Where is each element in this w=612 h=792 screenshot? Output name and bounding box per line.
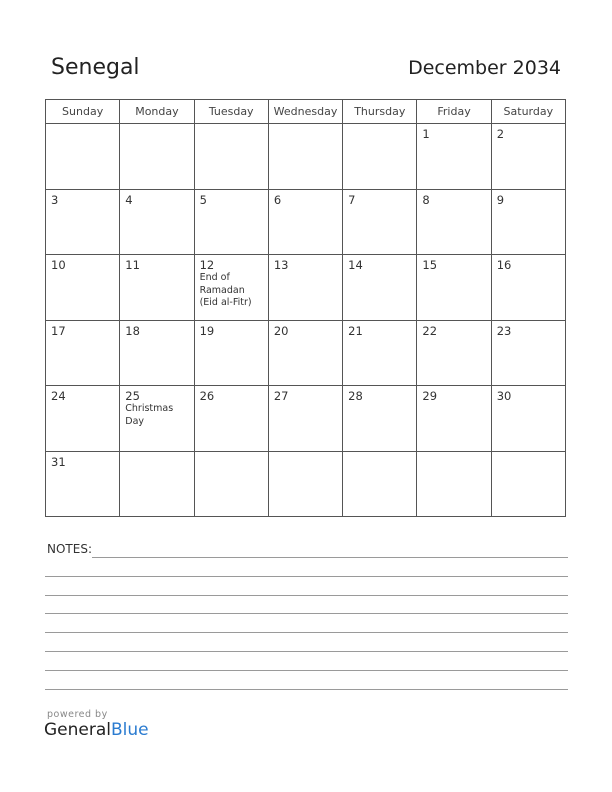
calendar-day-cell	[417, 255, 491, 321]
weekday-header: Tuesday	[194, 100, 268, 124]
day-number: 13	[273, 258, 289, 272]
calendar-week-row	[46, 124, 566, 190]
calendar-day-cell	[491, 320, 565, 386]
day-number: 25	[125, 389, 140, 403]
note-line	[45, 689, 568, 690]
weekday-header: Saturday	[491, 100, 565, 124]
calendar-empty-cell	[194, 124, 268, 190]
weekday-header: Thursday	[343, 100, 417, 124]
calendar-week-row	[46, 189, 566, 255]
brand-logo[interactable]	[44, 720, 149, 740]
calendar-day-cell	[491, 189, 565, 255]
day-number: 1	[422, 127, 430, 141]
calendar-day-cell	[120, 255, 194, 321]
weekday-header: Sunday	[46, 100, 120, 124]
holiday-label: Day	[125, 415, 145, 427]
calendar-week-row	[46, 451, 566, 517]
calendar-empty-cell	[120, 124, 194, 190]
day-number: 12	[199, 258, 215, 272]
calendar-body	[46, 124, 566, 517]
weekday-header-row	[46, 100, 566, 124]
calendar-week-row	[46, 386, 566, 452]
holiday-label: Ramadan	[199, 284, 245, 296]
note-line	[45, 632, 568, 633]
day-number: 8	[422, 192, 430, 207]
holiday-label: Christmas	[125, 403, 174, 414]
calendar-empty-cell	[343, 124, 417, 190]
day-number: 24	[51, 389, 66, 403]
notes-label: NOTES:	[47, 542, 92, 556]
note-line	[45, 613, 568, 614]
day-number: 10	[51, 258, 66, 272]
day-number: 18	[125, 323, 140, 338]
note-line	[45, 670, 568, 671]
calendar-day-cell	[491, 386, 565, 452]
day-number: 9	[496, 192, 505, 207]
calendar-day-cell	[417, 320, 491, 386]
calendar-week-row	[46, 255, 566, 321]
calendar-day-cell	[46, 255, 120, 321]
calendar-day-cell	[120, 386, 194, 452]
calendar-day-cell	[417, 189, 491, 255]
calendar-country-title: Senegal	[51, 55, 140, 80]
calendar-day-cell	[46, 386, 120, 452]
holiday-label: End of	[199, 272, 230, 283]
day-number: 26	[199, 389, 215, 403]
calendar-day-cell	[194, 255, 268, 321]
day-number: 31	[51, 454, 66, 469]
calendar-week-row	[46, 320, 566, 386]
calendar-day-cell	[194, 189, 268, 255]
calendar-empty-cell	[343, 451, 417, 517]
note-line	[45, 576, 568, 577]
calendar-day-cell	[343, 386, 417, 452]
holiday-label: (Eid al-Fitr)	[199, 297, 252, 308]
calendar-empty-cell	[194, 451, 268, 517]
calendar-day-cell	[417, 386, 491, 452]
calendar-day-cell	[343, 255, 417, 321]
weekday-header: Wednesday	[268, 100, 342, 124]
day-number: 27	[273, 389, 289, 403]
calendar-day-cell	[268, 255, 342, 321]
calendar-day-cell	[194, 386, 268, 452]
day-number: 4	[125, 192, 133, 207]
day-number: 28	[348, 389, 363, 403]
calendar-day-cell	[491, 124, 565, 190]
day-number: 23	[496, 323, 512, 338]
day-number: 16	[496, 258, 512, 272]
day-number: 6	[273, 192, 282, 207]
day-number: 29	[422, 389, 438, 403]
calendar-day-cell	[268, 320, 342, 386]
calendar-empty-cell	[120, 451, 194, 517]
day-number: 19	[199, 323, 215, 338]
calendar-day-cell	[46, 451, 120, 517]
calendar-day-cell	[268, 189, 342, 255]
day-number: 14	[348, 258, 363, 272]
calendar-empty-cell	[417, 451, 491, 517]
brand-general-text: General	[44, 720, 111, 740]
calendar-day-cell	[343, 320, 417, 386]
calendar-empty-cell	[268, 451, 342, 517]
day-number: 3	[51, 192, 59, 207]
calendar-day-cell	[417, 124, 491, 190]
day-number: 22	[422, 323, 438, 338]
day-number: 5	[199, 192, 207, 207]
day-number: 2	[496, 127, 505, 141]
brand-blue-text: Blue	[111, 720, 149, 740]
calendar-day-cell	[46, 320, 120, 386]
day-number: 17	[51, 323, 66, 338]
day-number: 11	[125, 258, 140, 272]
day-number: 20	[273, 323, 289, 338]
calendar-day-cell	[120, 189, 194, 255]
calendar-grid	[45, 99, 566, 517]
day-number: 7	[348, 192, 356, 207]
calendar-day-cell	[491, 255, 565, 321]
calendar-month-title: December 2034	[408, 57, 561, 79]
calendar-empty-cell	[46, 124, 120, 190]
calendar-empty-cell	[491, 451, 565, 517]
day-number: 15	[422, 258, 438, 272]
weekday-header: Friday	[417, 100, 491, 124]
day-number: 30	[496, 389, 512, 403]
powered-by-text: powered by	[47, 709, 108, 720]
calendar-day-cell	[343, 189, 417, 255]
weekday-header: Monday	[120, 100, 194, 124]
calendar-day-cell	[120, 320, 194, 386]
calendar-day-cell	[268, 386, 342, 452]
day-number: 21	[348, 323, 363, 338]
note-line	[92, 557, 568, 558]
calendar-empty-cell	[268, 124, 342, 190]
note-line	[45, 595, 568, 596]
note-line	[45, 651, 568, 652]
calendar-day-cell	[194, 320, 268, 386]
calendar-day-cell	[46, 189, 120, 255]
